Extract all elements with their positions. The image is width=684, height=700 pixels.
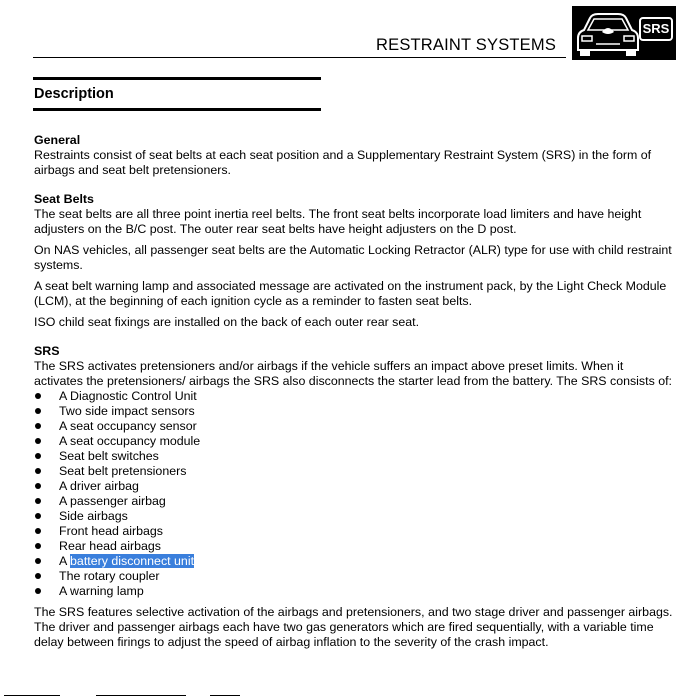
title-rule-top [33, 77, 321, 80]
bullet-icon [35, 558, 41, 564]
bullet-icon [35, 588, 41, 594]
header-rule [33, 57, 566, 58]
srs-logo-label: SRS [642, 21, 670, 36]
section-title: RESTRAINT SYSTEMS [376, 36, 557, 54]
bullet-icon [35, 453, 41, 459]
bullet-icon [35, 528, 41, 534]
list-item: Seat belt switches [34, 449, 674, 464]
seat-belts-heading: Seat Belts [34, 192, 94, 206]
list-item: A driver airbag [34, 479, 674, 494]
list-item-highlighted: A battery disconnect unit [34, 554, 674, 569]
list-item: A Diagnostic Control Unit [34, 389, 674, 404]
bullet-icon [35, 483, 41, 489]
text-selection-highlight[interactable]: battery disconnect unit [70, 554, 195, 568]
list-item: Side airbags [34, 509, 674, 524]
srs-closing-paragraph: The SRS features selective activation of the airbags and pretensioners, and two stage driver and passenger airbags. The driver and passenger airbags each have two gas generators which are fired sequentially, with a variable time delay between firings to adjust the speed of airbag inflation to the severity of the crash impact. [34, 605, 673, 649]
footer-fragment [0, 692, 684, 700]
page-title: Description [34, 86, 114, 102]
srs-heading: SRS [34, 344, 60, 358]
bullet-icon [35, 438, 41, 444]
list-item: Front head airbags [34, 524, 674, 539]
list-item: A seat occupancy sensor [34, 419, 674, 434]
srs-car-logo [572, 6, 676, 60]
list-item: Two side impact sensors [34, 404, 674, 419]
seat-belts-paragraph: On NAS vehicles, all passenger seat belts are the Automatic Locking Retractor (ALR) type for use with child restraint systems. [34, 243, 672, 272]
bullet-icon [35, 393, 41, 399]
seat-belts-paragraph: A seat belt warning lamp and associated message are activated on the instrument pack, by the Light Check Module (LCM), at the beginning of each ignition cycle as a reminder to fasten seat belts. [34, 279, 667, 308]
list-item: A seat occupancy module [34, 434, 674, 449]
srs-intro-paragraph: The SRS activates pretensioners and/or airbags if the vehicle suffers an impact above preset limits. When it activates the pretensioners/ airbags the SRS also disconnects the starter lead from the battery. The SRS consists of: [34, 359, 672, 388]
bullet-icon [35, 468, 41, 474]
document-body [34, 133, 674, 650]
bullet-icon [35, 423, 41, 429]
srs-components-list [34, 389, 674, 599]
list-item: A passenger airbag [34, 494, 674, 509]
bullet-icon [35, 498, 41, 504]
list-item: Seat belt pretensioners [34, 464, 674, 479]
list-item: Rear head airbags [34, 539, 674, 554]
general-heading: General [34, 133, 81, 147]
seat-belts-paragraph: The seat belts are all three point inertia reel belts. The front seat belts incorporate load limiters and have height adjusters on the B/C post. The outer rear seat belts have height adjusters on the D post. [34, 207, 642, 236]
seat-belts-paragraph: ISO child seat fixings are installed on the back of each outer rear seat. [34, 315, 420, 329]
general-paragraph: Restraints consist of seat belts at each seat position and a Supplementary Restraint System (SRS) in the form of airbags and seat belt pretensioners. [34, 148, 652, 177]
bullet-icon [35, 573, 41, 579]
bullet-icon [35, 543, 41, 549]
list-item: A warning lamp [34, 584, 674, 599]
bullet-icon [35, 408, 41, 414]
list-item: The rotary coupler [34, 569, 674, 584]
title-rule-bottom [33, 108, 321, 111]
bullet-icon [35, 513, 41, 519]
